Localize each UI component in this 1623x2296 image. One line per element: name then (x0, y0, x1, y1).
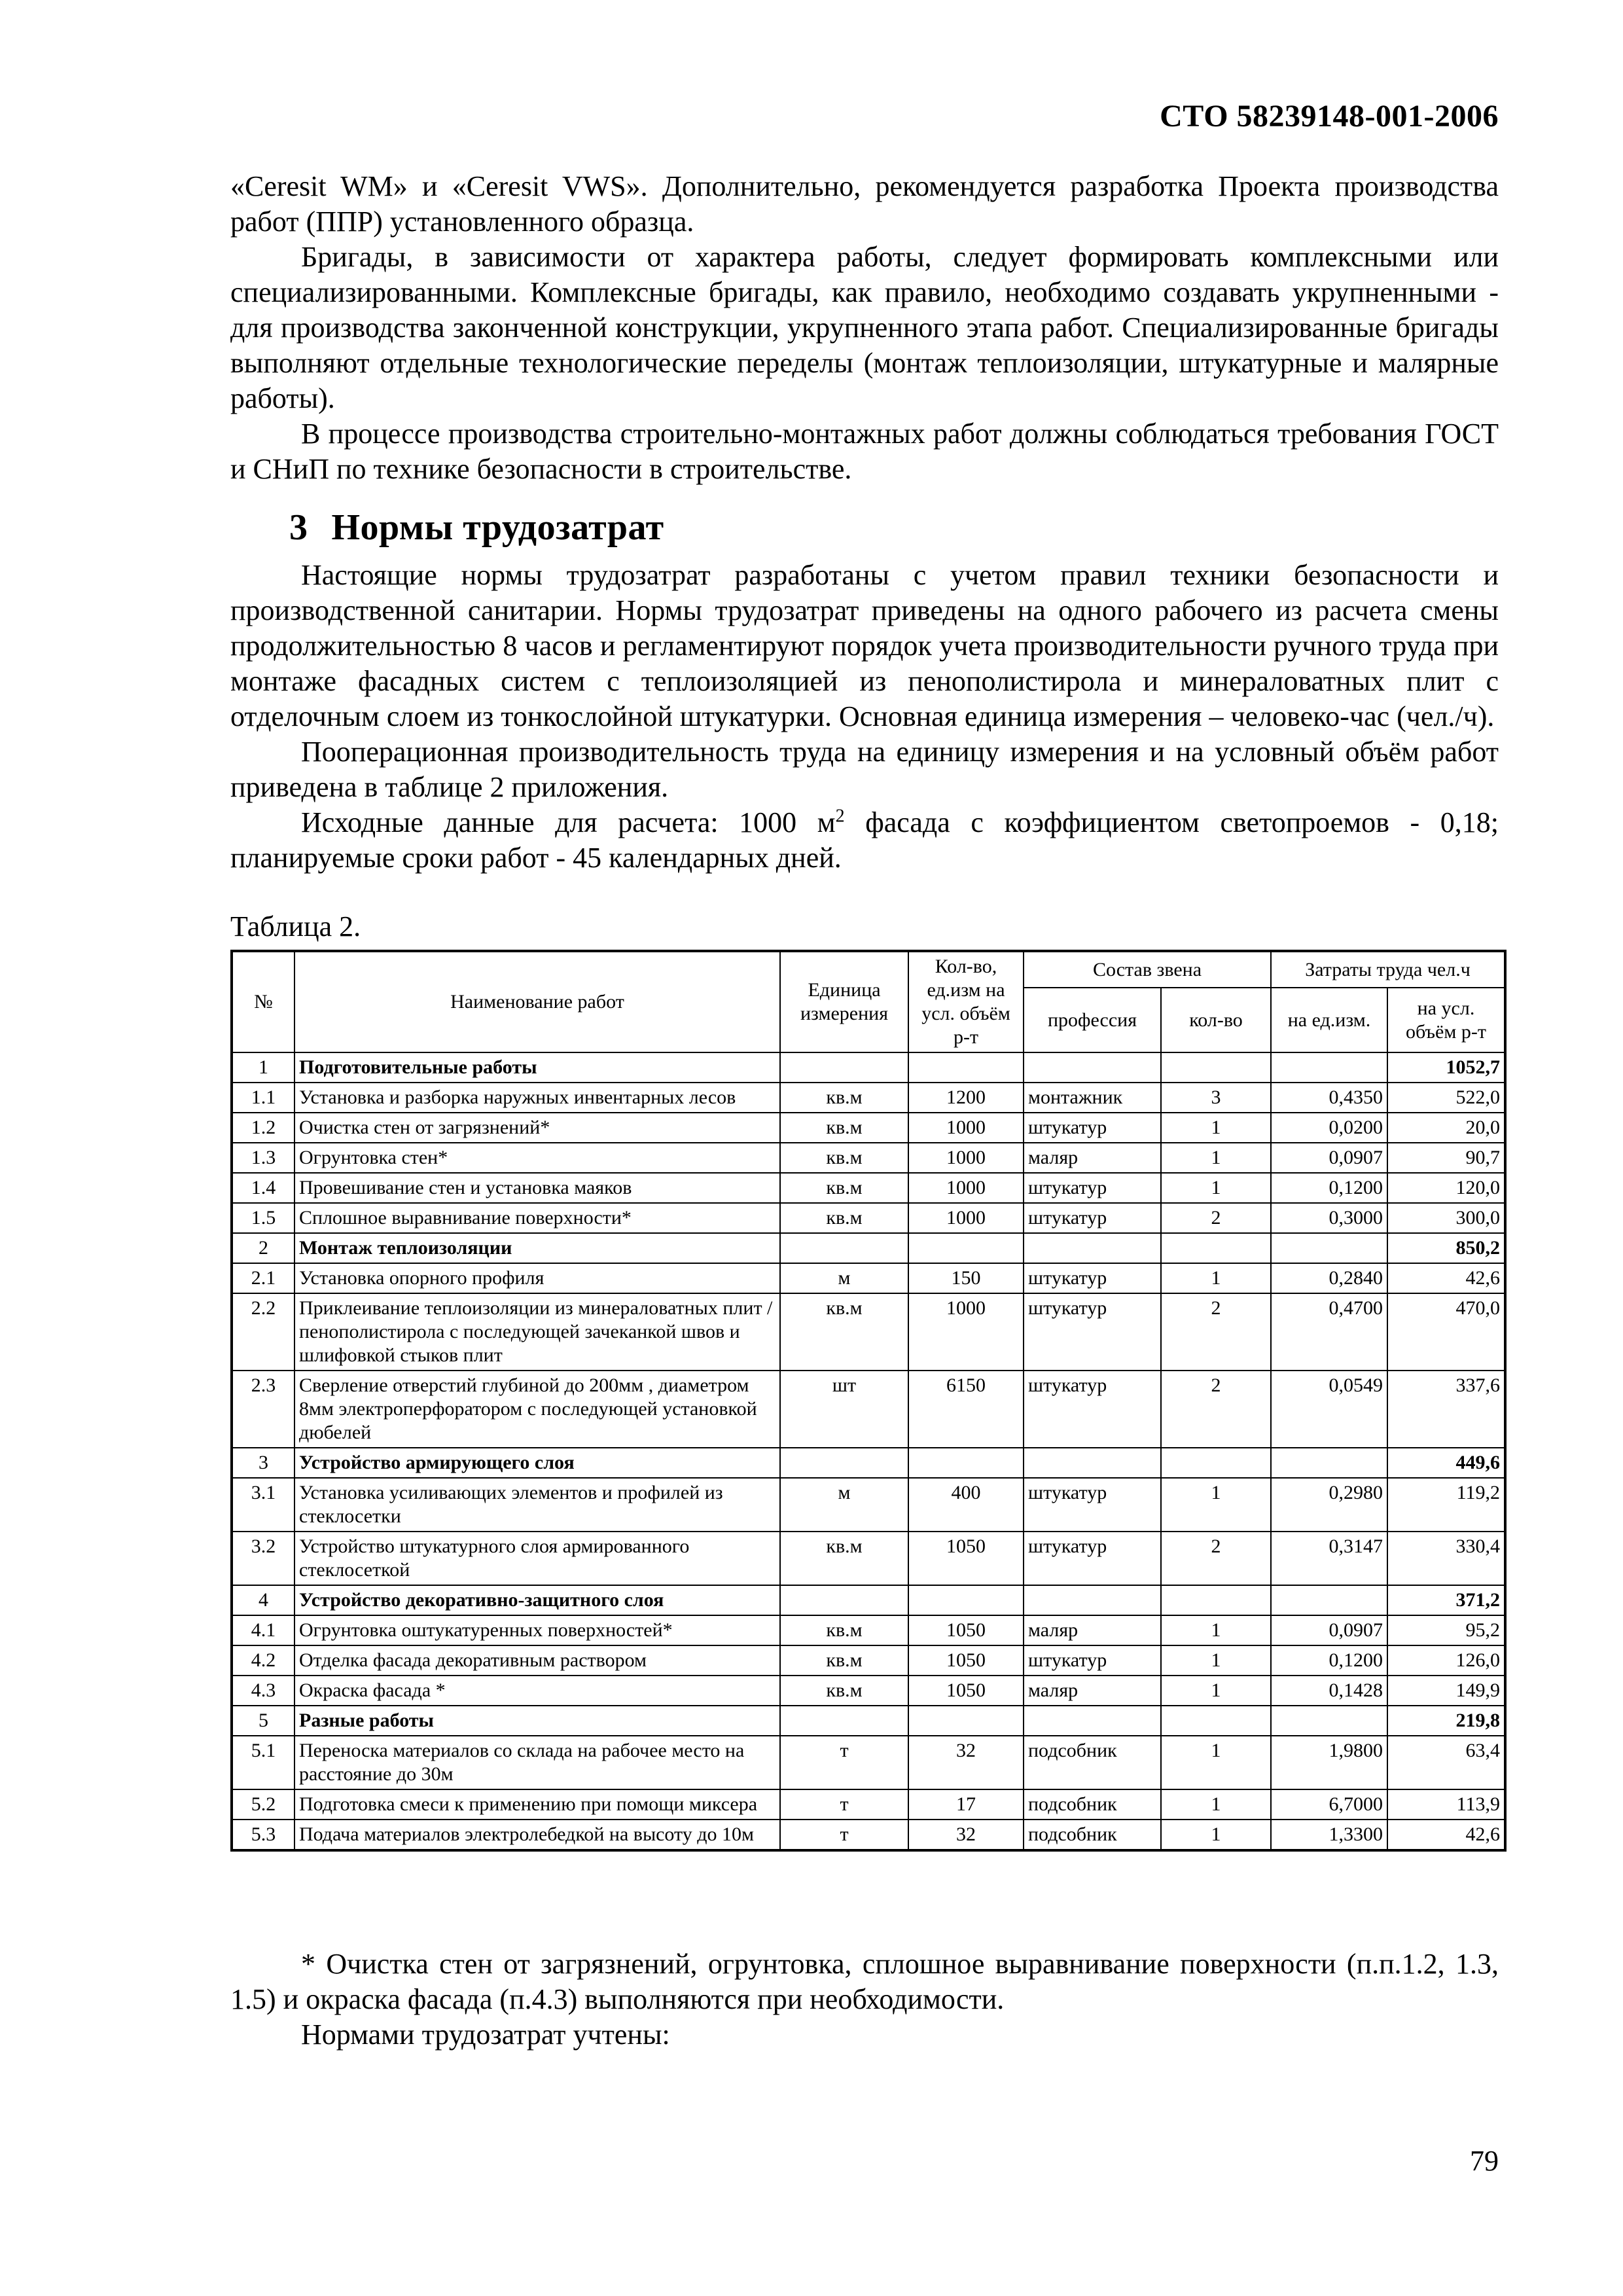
cell-unit (780, 1233, 908, 1263)
cell-profession: штукатур (1024, 1173, 1161, 1203)
cell-count: 2 (1161, 1532, 1271, 1585)
cell-unit: кв.м (780, 1293, 908, 1371)
cell-name: Провешивание стен и установка маяков (294, 1173, 780, 1203)
cell-qty (908, 1052, 1024, 1083)
cell-qty: 17 (908, 1789, 1024, 1820)
cell-unit: т (780, 1789, 908, 1820)
cell-unit: кв.м (780, 1173, 908, 1203)
header-unit: Единица измерения (780, 951, 908, 1052)
cell-num: 4.3 (232, 1676, 294, 1706)
cell-count: 1 (1161, 1645, 1271, 1676)
table-group-row (232, 1233, 1505, 1263)
cell-count: 1 (1161, 1173, 1271, 1203)
cell-profession: штукатур (1024, 1263, 1161, 1293)
cell-name: Разные работы (294, 1706, 780, 1736)
document-code: СТО 58239148-001-2006 (1160, 99, 1499, 134)
cell-qty: 1050 (908, 1615, 1024, 1645)
cell-profession: маляр (1024, 1615, 1161, 1645)
table-row (232, 1173, 1505, 1203)
cell-labor-total: 330,4 (1387, 1532, 1505, 1585)
cell-qty: 1000 (908, 1113, 1024, 1143)
cell-profession: штукатур (1024, 1371, 1161, 1448)
table-body (232, 1052, 1505, 1850)
source-data-after-area: фасада с коэффициентом светопроемов - 0,18; планируемые сроки работ - 45 календарных дней. (230, 806, 1499, 874)
cell-num: 1 (232, 1052, 294, 1083)
cell-name: Установка усиливающих элементов и профилей из стеклосетки (294, 1478, 780, 1532)
cell-unit: кв.м (780, 1113, 908, 1143)
cell-unit: кв.м (780, 1615, 908, 1645)
table-group-row (232, 1706, 1505, 1736)
section-heading (289, 507, 664, 548)
cell-qty: 6150 (908, 1371, 1024, 1448)
cell-unit: кв.м (780, 1676, 908, 1706)
cell-labor-total: 470,0 (1387, 1293, 1505, 1371)
table-row (232, 1615, 1505, 1645)
cell-labor-total: 113,9 (1387, 1789, 1505, 1820)
cell-profession: штукатур (1024, 1203, 1161, 1233)
table-row (232, 1293, 1505, 1371)
cell-labor-total: 371,2 (1387, 1585, 1505, 1615)
cell-num: 1.2 (232, 1113, 294, 1143)
cell-qty: 1000 (908, 1173, 1024, 1203)
cell-profession: подсобник (1024, 1736, 1161, 1789)
cell-num: 3 (232, 1448, 294, 1478)
cell-labor-per-unit: 6,7000 (1271, 1789, 1387, 1820)
cell-count: 1 (1161, 1113, 1271, 1143)
cell-name: Огрунтовка оштукатуренных поверхностей* (294, 1615, 780, 1645)
header-name: Наименование работ (294, 951, 780, 1052)
cell-labor-per-unit (1271, 1448, 1387, 1478)
cell-profession: маляр (1024, 1143, 1161, 1173)
header-qty: Кол-во, ед.изм на усл. объём р-т (908, 951, 1024, 1052)
cell-name: Устройство декоративно-защитного слоя (294, 1585, 780, 1615)
cell-name: Установка опорного профиля (294, 1263, 780, 1293)
cell-labor-per-unit (1271, 1706, 1387, 1736)
cell-unit: кв.м (780, 1532, 908, 1585)
cell-profession (1024, 1706, 1161, 1736)
cell-num: 1.1 (232, 1083, 294, 1113)
cell-labor-total: 119,2 (1387, 1478, 1505, 1532)
cell-labor-total: 20,0 (1387, 1113, 1505, 1143)
cell-num: 2.3 (232, 1371, 294, 1448)
cell-name: Подготовительные работы (294, 1052, 780, 1083)
cell-profession: штукатур (1024, 1478, 1161, 1532)
cell-profession (1024, 1448, 1161, 1478)
cell-unit (780, 1585, 908, 1615)
table-row (232, 1645, 1505, 1676)
footnote (230, 1946, 1499, 2053)
table-group-row (232, 1448, 1505, 1478)
cell-labor-total: 126,0 (1387, 1645, 1505, 1676)
section-text (230, 558, 1499, 876)
cell-qty (908, 1448, 1024, 1478)
cell-num: 5.3 (232, 1820, 294, 1850)
cell-profession: подсобник (1024, 1789, 1161, 1820)
header-labor-per-unit: на ед.изм. (1271, 988, 1387, 1052)
cell-unit: м (780, 1263, 908, 1293)
cell-profession: монтажник (1024, 1083, 1161, 1113)
table-caption: Таблица 2. (230, 910, 361, 942)
footnote-continuation: Нормами трудозатрат учтены: (301, 2018, 670, 2051)
table-row (232, 1203, 1505, 1233)
cell-labor-per-unit: 1,9800 (1271, 1736, 1387, 1789)
cell-labor-total: 850,2 (1387, 1233, 1505, 1263)
cell-unit (780, 1448, 908, 1478)
table-group-row (232, 1052, 1505, 1083)
cell-qty: 1000 (908, 1203, 1024, 1233)
cell-labor-per-unit: 1,3300 (1271, 1820, 1387, 1850)
cell-qty: 32 (908, 1820, 1024, 1850)
table-row (232, 1736, 1505, 1789)
cell-profession: штукатур (1024, 1113, 1161, 1143)
cell-num: 2.1 (232, 1263, 294, 1293)
cell-labor-total: 90,7 (1387, 1143, 1505, 1173)
cell-num: 2.2 (232, 1293, 294, 1371)
cell-profession: маляр (1024, 1676, 1161, 1706)
cell-name: Отделка фасада декоративным раствором (294, 1645, 780, 1676)
cell-profession: подсобник (1024, 1820, 1161, 1850)
cell-count (1161, 1233, 1271, 1263)
labor-norms-table (230, 950, 1507, 1852)
cell-unit: шт (780, 1371, 908, 1448)
header-labor-total: на усл. объём р-т (1387, 988, 1505, 1052)
cell-count: 3 (1161, 1083, 1271, 1113)
cell-name: Окраска фасада * (294, 1676, 780, 1706)
area-exponent: 2 (835, 806, 845, 827)
cell-num: 1.5 (232, 1203, 294, 1233)
cell-num: 5.2 (232, 1789, 294, 1820)
cell-qty: 1000 (908, 1293, 1024, 1371)
cell-qty: 150 (908, 1263, 1024, 1293)
cell-labor-per-unit (1271, 1233, 1387, 1263)
cell-labor-total: 63,4 (1387, 1736, 1505, 1789)
cell-count: 1 (1161, 1789, 1271, 1820)
table-row (232, 1789, 1505, 1820)
cell-unit: т (780, 1736, 908, 1789)
cell-name: Огрунтовка стен* (294, 1143, 780, 1173)
header-labor: Затраты труда чел.ч (1271, 951, 1505, 988)
cell-unit: м (780, 1478, 908, 1532)
cell-num: 2 (232, 1233, 294, 1263)
cell-name: Устройство армирующего слоя (294, 1448, 780, 1478)
cell-count: 1 (1161, 1736, 1271, 1789)
table-row (232, 1820, 1505, 1850)
cell-name: Монтаж теплоизоляции (294, 1233, 780, 1263)
cell-name: Установка и разборка наружных инвентарных лесов (294, 1083, 780, 1113)
cell-qty (908, 1706, 1024, 1736)
table-group-row (232, 1585, 1505, 1615)
cell-labor-per-unit: 0,2980 (1271, 1478, 1387, 1532)
cell-labor-total: 449,6 (1387, 1448, 1505, 1478)
intro-paragraph: Бригады, в зависимости от характера работы, следует формировать комплексными или специализированными. Комплексные бригады, как правило, необходимо создавать укрупненными - для производства законченной конструкции, укрупненного этапа работ. Специализированные бригады выполняют отдельные технологические переделы (монтаж теплоизоляции, штукатурные и малярные работы). (230, 241, 1499, 414)
cell-labor-total: 95,2 (1387, 1615, 1505, 1645)
cell-unit: кв.м (780, 1083, 908, 1113)
cell-unit (780, 1706, 908, 1736)
page-number: 79 (1470, 2145, 1499, 2177)
cell-profession (1024, 1233, 1161, 1263)
cell-count: 2 (1161, 1371, 1271, 1448)
cell-profession (1024, 1052, 1161, 1083)
cell-qty (908, 1585, 1024, 1615)
cell-name: Сплошное выравнивание поверхности* (294, 1203, 780, 1233)
source-data-paragraph (230, 805, 1499, 876)
cell-labor-per-unit: 0,0549 (1271, 1371, 1387, 1448)
cell-labor-per-unit: 0,4350 (1271, 1083, 1387, 1113)
cell-labor-per-unit: 0,1200 (1271, 1645, 1387, 1676)
cell-unit: кв.м (780, 1645, 908, 1676)
cell-count: 1 (1161, 1676, 1271, 1706)
cell-labor-per-unit: 0,4700 (1271, 1293, 1387, 1371)
cell-labor-total: 42,6 (1387, 1820, 1505, 1850)
cell-labor-total: 120,0 (1387, 1173, 1505, 1203)
cell-profession: штукатур (1024, 1532, 1161, 1585)
cell-labor-total: 337,6 (1387, 1371, 1505, 1448)
table-header-row (232, 951, 1505, 988)
table-row (232, 1676, 1505, 1706)
intro-paragraph: «Ceresit WM» и «Ceresit VWS». Дополнительно, рекомендуется разработка Проекта производства работ (ППР) установленного образца. (230, 170, 1499, 238)
cell-labor-total: 300,0 (1387, 1203, 1505, 1233)
cell-labor-total: 149,9 (1387, 1676, 1505, 1706)
cell-unit: кв.м (780, 1203, 908, 1233)
header-crew-count: кол-во (1161, 988, 1271, 1052)
cell-count: 2 (1161, 1203, 1271, 1233)
cell-count (1161, 1052, 1271, 1083)
cell-count (1161, 1585, 1271, 1615)
header-num: № (232, 951, 294, 1052)
cell-labor-per-unit: 0,1428 (1271, 1676, 1387, 1706)
cell-labor-per-unit (1271, 1052, 1387, 1083)
cell-num: 5.1 (232, 1736, 294, 1789)
cell-name: Сверление отверстий глубиной до 200мм , диаметром 8мм электроперфоратором с последующей установкой дюбелей (294, 1371, 780, 1448)
section-number: 3 (289, 507, 308, 548)
cell-labor-per-unit: 0,3147 (1271, 1532, 1387, 1585)
cell-count: 1 (1161, 1478, 1271, 1532)
cell-profession: штукатур (1024, 1293, 1161, 1371)
cell-profession (1024, 1585, 1161, 1615)
cell-labor-per-unit: 0,3000 (1271, 1203, 1387, 1233)
cell-count: 1 (1161, 1615, 1271, 1645)
cell-qty: 1200 (908, 1083, 1024, 1113)
cell-labor-per-unit: 0,1200 (1271, 1173, 1387, 1203)
header-crew: Состав звена (1024, 951, 1271, 988)
cell-num: 3.2 (232, 1532, 294, 1585)
table-row (232, 1113, 1505, 1143)
cell-num: 1.4 (232, 1173, 294, 1203)
source-data-before-area: Исходные данные для расчета: 1000 м (301, 806, 836, 838)
cell-labor-total: 219,8 (1387, 1706, 1505, 1736)
footnote-note: * Очистка стен от загрязнений, огрунтовка, сплошное выравнивание поверхности (п.п.1.2, 1.3, 1.5) и окраска фасада (п.4.3) выполняются при необходимости. (230, 1948, 1499, 2015)
table-row (232, 1143, 1505, 1173)
table-row (232, 1478, 1505, 1532)
cell-labor-per-unit: 0,2840 (1271, 1263, 1387, 1293)
cell-labor-total: 522,0 (1387, 1083, 1505, 1113)
cell-qty: 400 (908, 1478, 1024, 1532)
cell-labor-per-unit: 0,0200 (1271, 1113, 1387, 1143)
cell-labor-per-unit: 0,0907 (1271, 1615, 1387, 1645)
intro-text (230, 169, 1499, 487)
cell-name: Устройство штукатурного слоя армированного стеклосеткой (294, 1532, 780, 1585)
cell-count (1161, 1448, 1271, 1478)
cell-num: 4.1 (232, 1615, 294, 1645)
cell-profession: штукатур (1024, 1645, 1161, 1676)
cell-num: 4.2 (232, 1645, 294, 1676)
cell-name: Подача материалов электролебедкой на высоту до 10м (294, 1820, 780, 1850)
cell-qty: 1050 (908, 1532, 1024, 1585)
cell-num: 1.3 (232, 1143, 294, 1173)
cell-num: 4 (232, 1585, 294, 1615)
cell-num: 3.1 (232, 1478, 294, 1532)
cell-num: 5 (232, 1706, 294, 1736)
section-paragraph: Настоящие нормы трудозатрат разработаны с учетом правил техники безопасности и производственной санитарии. Нормы трудозатрат приведены на одного рабочего из расчета смены продолжительностью 8 часов и регламентируют порядок учета производительности ручного труда при монтаже фасадных систем с теплоизоляцией из пенополистирола и минераловатных плит с отделочным слоем из тонкослойной штукатурки. Основная единица измерения – человеко-час (чел./ч). (230, 559, 1499, 732)
cell-unit: кв.м (780, 1143, 908, 1173)
cell-qty (908, 1233, 1024, 1263)
table-row (232, 1083, 1505, 1113)
cell-name: Переноска материалов со склада на рабочее место на расстояние до 30м (294, 1736, 780, 1789)
cell-labor-total: 42,6 (1387, 1263, 1505, 1293)
header-crew-profession: профессия (1024, 988, 1161, 1052)
table-row (232, 1371, 1505, 1448)
cell-qty: 32 (908, 1736, 1024, 1789)
cell-name: Приклеивание теплоизоляции из минераловатных плит / пенополистирола с последующей зачеканкой швов и шлифовкой стыков плит (294, 1293, 780, 1371)
cell-count (1161, 1706, 1271, 1736)
cell-count: 2 (1161, 1293, 1271, 1371)
cell-labor-per-unit: 0,0907 (1271, 1143, 1387, 1173)
cell-unit: т (780, 1820, 908, 1850)
section-title: Нормы трудозатрат (331, 507, 664, 548)
cell-qty: 1000 (908, 1143, 1024, 1173)
cell-count: 1 (1161, 1143, 1271, 1173)
cell-labor-total: 1052,7 (1387, 1052, 1505, 1083)
cell-count: 1 (1161, 1820, 1271, 1850)
cell-name: Очистка стен от загрязнений* (294, 1113, 780, 1143)
intro-paragraph: В процессе производства строительно-монтажных работ должны соблюдаться требования ГОСТ и СНиП по технике безопасности в строительстве. (230, 418, 1499, 485)
cell-count: 1 (1161, 1263, 1271, 1293)
cell-qty: 1050 (908, 1645, 1024, 1676)
table-row (232, 1263, 1505, 1293)
cell-unit (780, 1052, 908, 1083)
table-row (232, 1532, 1505, 1585)
cell-name: Подготовка смеси к применению при помощи миксера (294, 1789, 780, 1820)
cell-labor-per-unit (1271, 1585, 1387, 1615)
section-paragraph: Пооперационная производительность труда на единицу измерения и на условный объём работ приведена в таблице 2 приложения. (230, 736, 1499, 803)
cell-qty: 1050 (908, 1676, 1024, 1706)
